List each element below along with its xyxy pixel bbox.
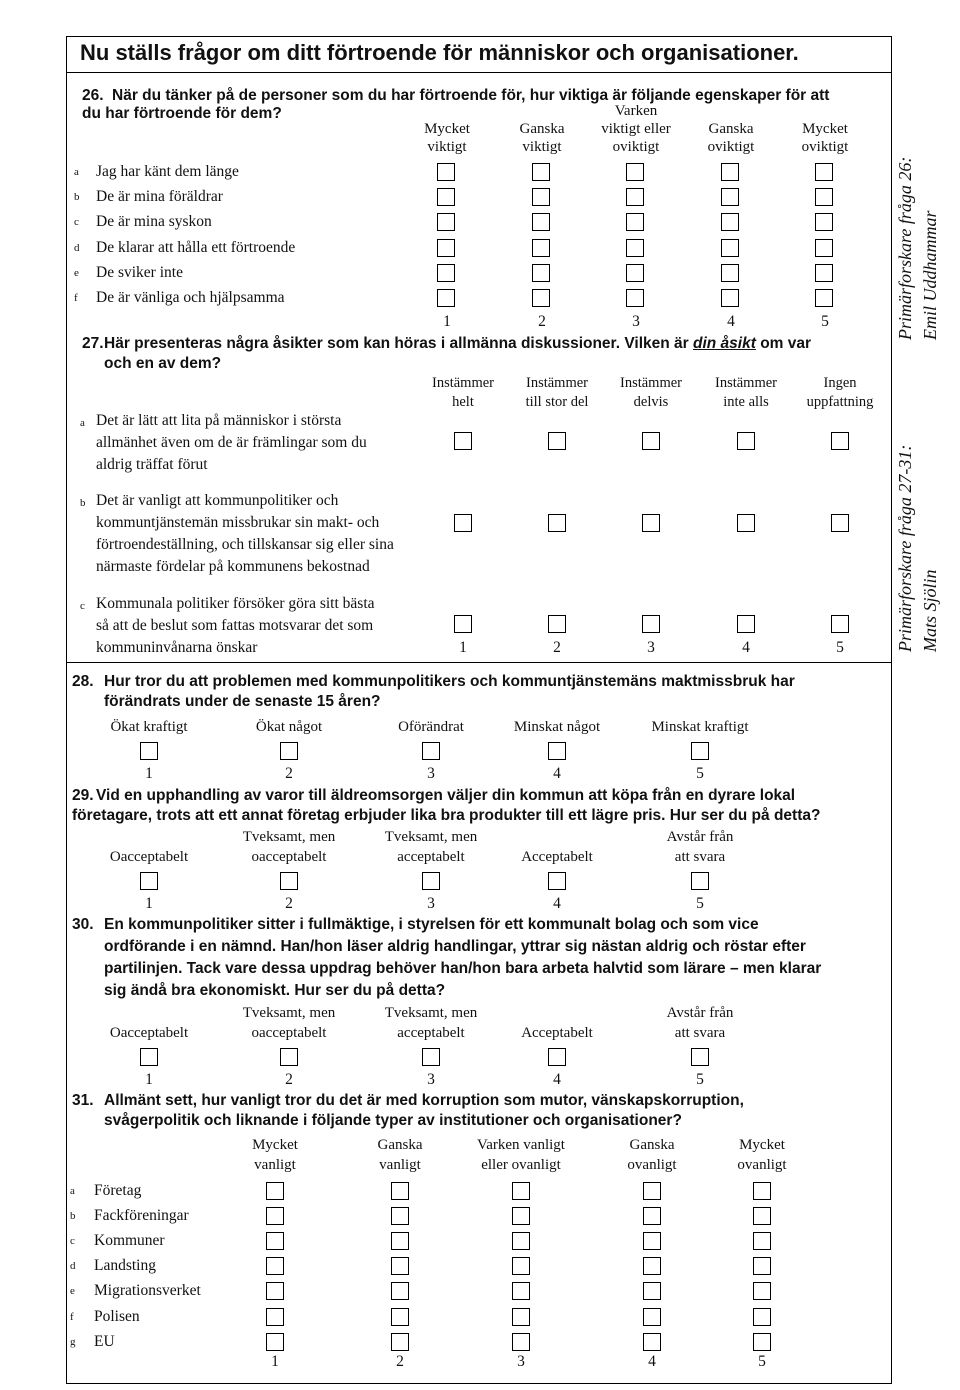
q26-col-header-top: Mycket [424,121,470,137]
sidebar-q26-line1: Primärforskare fråga 26: [895,156,915,340]
item-label-line: Det är vanligt att kommunpolitiker och [96,492,339,509]
item-letter: d [74,241,80,254]
answer-checkbox[interactable] [626,289,644,307]
answer-checkbox[interactable] [437,239,455,257]
option-label-bottom: att svara [674,849,726,865]
option-label: Minskat kraftigt [651,719,749,735]
answer-checkbox[interactable] [140,1048,158,1066]
item-label: Fackföreningar [94,1207,189,1225]
option-label-top: Tveksamt, men [242,829,336,845]
item-label: Polisen [94,1307,140,1325]
scale-number: 4 [742,639,750,656]
item-label-line: så att de beslut som fattas motsvarar det som [96,617,374,634]
scale-number: 1 [443,313,451,330]
option-label-top: Tveksamt, men [384,1005,478,1021]
answer-checkbox[interactable] [626,188,644,206]
option-label-bottom: Acceptabelt [521,849,593,865]
scale-number: 4 [553,895,561,912]
item-letter: d [70,1260,76,1273]
q27-col-header-top: Instämmer [619,375,683,391]
scale-number: 3 [427,895,435,912]
answer-checkbox[interactable] [454,615,472,633]
scale-number: 3 [647,639,655,656]
sidebar-q27-line1: Primärforskare fråga 27-31: [895,444,915,652]
answer-checkbox[interactable] [422,872,440,890]
item-letter: c [70,1235,75,1248]
scale-number: 4 [553,1071,561,1088]
answer-checkbox[interactable] [266,1333,284,1351]
answer-checkbox[interactable] [266,1282,284,1300]
answer-checkbox[interactable] [512,1333,530,1351]
option-label: Minskat något [513,719,601,735]
item-label-line: allmänhet även om de är främlingar som du [96,434,367,451]
section-divider-27-28 [66,662,892,663]
title-divider [66,72,892,73]
answer-checkbox[interactable] [643,1182,661,1200]
answer-checkbox[interactable] [626,213,644,231]
answer-checkbox[interactable] [691,872,709,890]
q31-col-header-bottom: vanligt [379,1157,421,1173]
q27-col-header-top: Instämmer [431,375,495,391]
q27-text-line2: och en av dem? [104,355,222,372]
scale-number: 1 [145,765,153,782]
answer-checkbox[interactable] [753,1333,771,1351]
scale-number: 3 [427,1071,435,1088]
answer-checkbox[interactable] [512,1232,530,1250]
answer-checkbox[interactable] [422,1048,440,1066]
answer-checkbox[interactable] [691,742,709,760]
answer-checkbox[interactable] [626,264,644,282]
answer-checkbox[interactable] [815,188,833,206]
item-letter: f [74,292,78,304]
scale-number: 4 [727,313,735,330]
item-label: Kommuner [94,1232,165,1250]
q27-col-header-bottom: inte alls [723,394,769,410]
item-letter: b [70,1210,76,1223]
answer-checkbox[interactable] [548,514,566,532]
option-label-top: Tveksamt, men [242,1005,336,1021]
q29-text-line2: företagare, trots att ett annat företag erbjuder lika bra produkter till ett lägre pris. Hur ser du på detta? [72,807,821,824]
answer-checkbox[interactable] [815,239,833,257]
item-letter: a [74,166,79,178]
answer-checkbox[interactable] [532,213,550,231]
answer-checkbox[interactable] [437,188,455,206]
scale-number: 3 [632,313,640,330]
q27-col-header-bottom: helt [452,394,474,410]
answer-checkbox[interactable] [815,213,833,231]
answer-checkbox[interactable] [721,239,739,257]
scale-number: 1 [145,1071,153,1088]
scale-number: 2 [396,1353,404,1370]
item-label-line: Kommunala politiker försöker göra sitt bästa [96,595,375,612]
scale-number: 4 [648,1353,656,1370]
answer-checkbox[interactable] [737,432,755,450]
answer-checkbox[interactable] [815,289,833,307]
sidebar-q26-line2: Emil Uddhammar [920,210,940,340]
item-letter: e [70,1285,75,1298]
q30-text-line: partilinjen. Tack vare dessa uppdrag behöver han/hon bara arbeta halvtid som lärare – men klarar [104,960,822,977]
q26-text-line2: du har förtroende för dem? [82,105,282,122]
scale-number: 5 [696,1071,704,1088]
q31-col-header-top: Mycket [739,1137,785,1153]
answer-checkbox[interactable] [140,872,158,890]
answer-checkbox[interactable] [643,1333,661,1351]
answer-checkbox[interactable] [643,1207,661,1225]
q30-text-line: ordförande i en nämnd. Han/hon läser aldrig handlingar, yttrar sig nästan aldrig och röstar efter [104,938,806,955]
q26-col-header-bottom: oviktigt [801,139,849,155]
answer-checkbox[interactable] [280,872,298,890]
answer-checkbox[interactable] [831,514,849,532]
answer-checkbox[interactable] [266,1182,284,1200]
answer-checkbox[interactable] [831,615,849,633]
answer-checkbox[interactable] [643,1308,661,1326]
answer-checkbox[interactable] [721,213,739,231]
scale-number: 1 [145,895,153,912]
q30-text-line: En kommunpolitiker sitter i fullmäktige, i styrelsen för ett kommunalt bolag och som vice [104,916,759,933]
q27-col-header-bottom: till stor del [525,394,589,410]
sidebar-researcher-q26 [893,157,943,340]
item-label: De är vänliga och hjälpsamma [96,289,285,306]
answer-checkbox[interactable] [753,1182,771,1200]
item-label: Migrationsverket [94,1282,201,1300]
q31-col-header-bottom: eller ovanligt [481,1157,561,1173]
scale-number: 4 [553,765,561,782]
q28-text-line1: Hur tror du att problemen med kommunpolitikers och kommuntjänstemäns maktmissbruk har [104,673,795,690]
answer-checkbox[interactable] [737,514,755,532]
item-label-line: kommuninvånarna önskar [96,639,258,656]
q26-col-header-bottom: oviktigt [707,139,755,155]
option-label-top: Avstår från [666,1005,734,1021]
option-label-bottom: Acceptabelt [521,1025,593,1041]
answer-checkbox[interactable] [512,1207,530,1225]
answer-checkbox[interactable] [532,264,550,282]
option-label: Oförändrat [398,719,464,735]
scale-number: 3 [427,765,435,782]
answer-checkbox[interactable] [391,1207,409,1225]
item-label-line: Det är lätt att lita på människor i största [96,412,342,429]
answer-checkbox[interactable] [391,1257,409,1275]
answer-checkbox[interactable] [831,432,849,450]
item-letter: c [74,216,79,229]
scale-number: 5 [696,765,704,782]
answer-checkbox[interactable] [643,1232,661,1250]
answer-checkbox[interactable] [532,163,550,181]
item-label-line: förtroendeställning, och tillskansar sig eller sina [96,536,394,553]
item-label-line: kommuntjänstemän missbrukar sin makt- och [96,514,380,531]
answer-checkbox[interactable] [266,1207,284,1225]
answer-checkbox[interactable] [266,1308,284,1326]
item-label: De är mina föräldrar [96,188,223,206]
answer-checkbox[interactable] [815,163,833,181]
q30-text-line: sig ändå bra ekonomiskt. Hur ser du på detta? [104,982,446,999]
item-letter: g [70,1335,76,1348]
q31-col-header-bottom: ovanligt [627,1157,677,1173]
q26-col-header-top: viktigt eller [601,121,671,137]
answer-checkbox[interactable] [548,872,566,890]
scale-number: 2 [285,765,293,782]
answer-checkbox[interactable] [454,514,472,532]
option-label-bottom: oacceptabelt [251,849,327,865]
answer-checkbox[interactable] [422,742,440,760]
item-label: Jag har känt dem länge [96,163,239,180]
scale-number: 2 [553,639,561,656]
q31-text-line2: svågerpolitik och liknande i följande typer av institutioner och organisationer? [104,1112,682,1129]
answer-checkbox[interactable] [753,1232,771,1250]
q31-col-header-bottom: vanligt [254,1157,296,1173]
option-label-bottom: Oacceptabelt [109,1025,189,1041]
answer-checkbox[interactable] [266,1232,284,1250]
answer-checkbox[interactable] [391,1182,409,1200]
option-label-bottom: acceptabelt [397,849,465,865]
answer-checkbox[interactable] [454,432,472,450]
scale-number: 1 [271,1353,279,1370]
scale-number: 5 [836,639,844,656]
q27-col-header-bottom: delvis [633,394,669,410]
scale-number: 5 [758,1353,766,1370]
answer-checkbox[interactable] [815,264,833,282]
answer-checkbox[interactable] [753,1282,771,1300]
scale-number: 2 [285,1071,293,1088]
answer-checkbox[interactable] [391,1232,409,1250]
scale-number: 1 [459,639,467,656]
answer-checkbox[interactable] [643,1282,661,1300]
item-letter: b [80,497,86,509]
q31-col-header-bottom: ovanligt [737,1157,787,1173]
option-label-bottom: Oacceptabelt [109,849,189,865]
q26-col3-header-top: Varken [614,103,658,119]
q29-number: 29. [72,787,94,804]
answer-checkbox[interactable] [532,289,550,307]
item-label: De är mina syskon [96,213,212,231]
answer-checkbox[interactable] [721,264,739,282]
item-label: Företag [94,1182,142,1199]
q27-col-header-top: Instämmer [525,375,589,391]
answer-checkbox[interactable] [691,1048,709,1066]
answer-checkbox[interactable] [753,1308,771,1326]
answer-checkbox[interactable] [532,239,550,257]
q29-text-line1: Vid en upphandling av varor till äldreomsorgen väljer din kommun att köpa från en dyrare lokal [96,787,796,804]
answer-checkbox[interactable] [280,1048,298,1066]
answer-checkbox[interactable] [642,514,660,532]
item-label-line: närmaste fördelar på kommunens bekostnad [96,558,370,575]
option-label-bottom: att svara [674,1025,726,1041]
item-letter: f [70,1310,74,1323]
item-label-line: aldrig träffat förut [96,456,208,473]
answer-checkbox[interactable] [437,213,455,231]
q26-col-header-bottom: viktigt [522,139,562,155]
answer-checkbox[interactable] [737,615,755,633]
answer-checkbox[interactable] [642,615,660,633]
answer-checkbox[interactable] [548,1048,566,1066]
answer-checkbox[interactable] [532,188,550,206]
q31-col-header-top: Ganska [377,1137,423,1153]
answer-checkbox[interactable] [626,239,644,257]
q26-col-header-top: Ganska [708,121,754,137]
q26-text-line1: När du tänker på de personer som du har förtroende för, hur viktiga är följande egenskaper för att [112,87,830,104]
answer-checkbox[interactable] [721,289,739,307]
option-label: Ökat kraftigt [110,719,188,735]
q26-col-header-bottom: viktigt [427,139,467,155]
answer-checkbox[interactable] [548,432,566,450]
q27-col-header-top: Ingen [823,375,857,391]
scale-number: 2 [285,895,293,912]
answer-checkbox[interactable] [548,742,566,760]
option-label-bottom: oacceptabelt [251,1025,327,1041]
answer-checkbox[interactable] [626,163,644,181]
sidebar-researcher-q27 [893,445,943,652]
item-letter: b [74,191,80,204]
answer-checkbox[interactable] [643,1257,661,1275]
answer-checkbox[interactable] [512,1308,530,1326]
answer-checkbox[interactable] [266,1257,284,1275]
answer-checkbox[interactable] [512,1257,530,1275]
answer-checkbox[interactable] [721,163,739,181]
q31-col-header-top: Ganska [629,1137,675,1153]
q28-number: 28. [72,673,94,690]
sidebar-q27-line2: Mats Sjölin [920,569,940,652]
q28-text-line2: förändrats under de senaste 15 åren? [104,693,381,710]
q26-col-header-top: Mycket [802,121,848,137]
answer-checkbox[interactable] [512,1182,530,1200]
q27-text-line1: Här presenteras några åsikter som kan höras i allmänna diskussioner. Vilken är din åsikt om var [104,335,812,352]
item-letter: e [74,266,79,279]
answer-checkbox[interactable] [391,1282,409,1300]
answer-checkbox[interactable] [391,1308,409,1326]
q31-col-header-top: Mycket [252,1137,298,1153]
item-label: EU [94,1332,115,1350]
q31-col-header-top: Varken vanligt [477,1137,565,1153]
page-title: Nu ställs frågor om ditt förtroende för människor och organisationer. [80,40,799,65]
q31-number: 31. [72,1092,94,1109]
answer-checkbox[interactable] [437,264,455,282]
answer-checkbox[interactable] [437,163,455,181]
item-label: De klarar att hålla ett förtroende [96,238,296,256]
option-label-top: Avstår från [666,829,734,845]
scale-number: 5 [696,895,704,912]
option-label-top: Tveksamt, men [384,829,478,845]
scale-number: 3 [517,1353,525,1370]
q31-text-line1: Allmänt sett, hur vanligt tror du det är med korruption som mutor, vänskapskorruption, [104,1092,744,1109]
q26-col-header-bottom: oviktigt [612,139,660,155]
option-label-bottom: acceptabelt [397,1025,465,1041]
answer-checkbox[interactable] [753,1207,771,1225]
option-label: Ökat något [255,719,323,735]
q27-number: 27. [82,335,104,352]
answer-checkbox[interactable] [391,1333,409,1351]
item-label: De sviker inte [96,263,183,281]
item-letter: a [70,1185,75,1197]
answer-checkbox[interactable] [437,289,455,307]
q27-col-header-top: Instämmer [714,375,778,391]
scale-number: 5 [821,313,829,330]
answer-checkbox[interactable] [280,742,298,760]
answer-checkbox[interactable] [512,1282,530,1300]
scale-number: 2 [538,313,546,330]
q27-col-header-bottom: uppfattning [806,394,874,410]
item-letter: a [80,417,85,429]
q26-number: 26. [82,87,104,104]
answer-checkbox[interactable] [140,742,158,760]
q30-number: 30. [72,916,94,933]
answer-checkbox[interactable] [642,432,660,450]
q26-col-header-top: Ganska [519,121,565,137]
answer-checkbox[interactable] [753,1257,771,1275]
item-label: Landsting [94,1257,156,1275]
answer-checkbox[interactable] [548,615,566,633]
item-letter: c [80,600,85,612]
answer-checkbox[interactable] [721,188,739,206]
